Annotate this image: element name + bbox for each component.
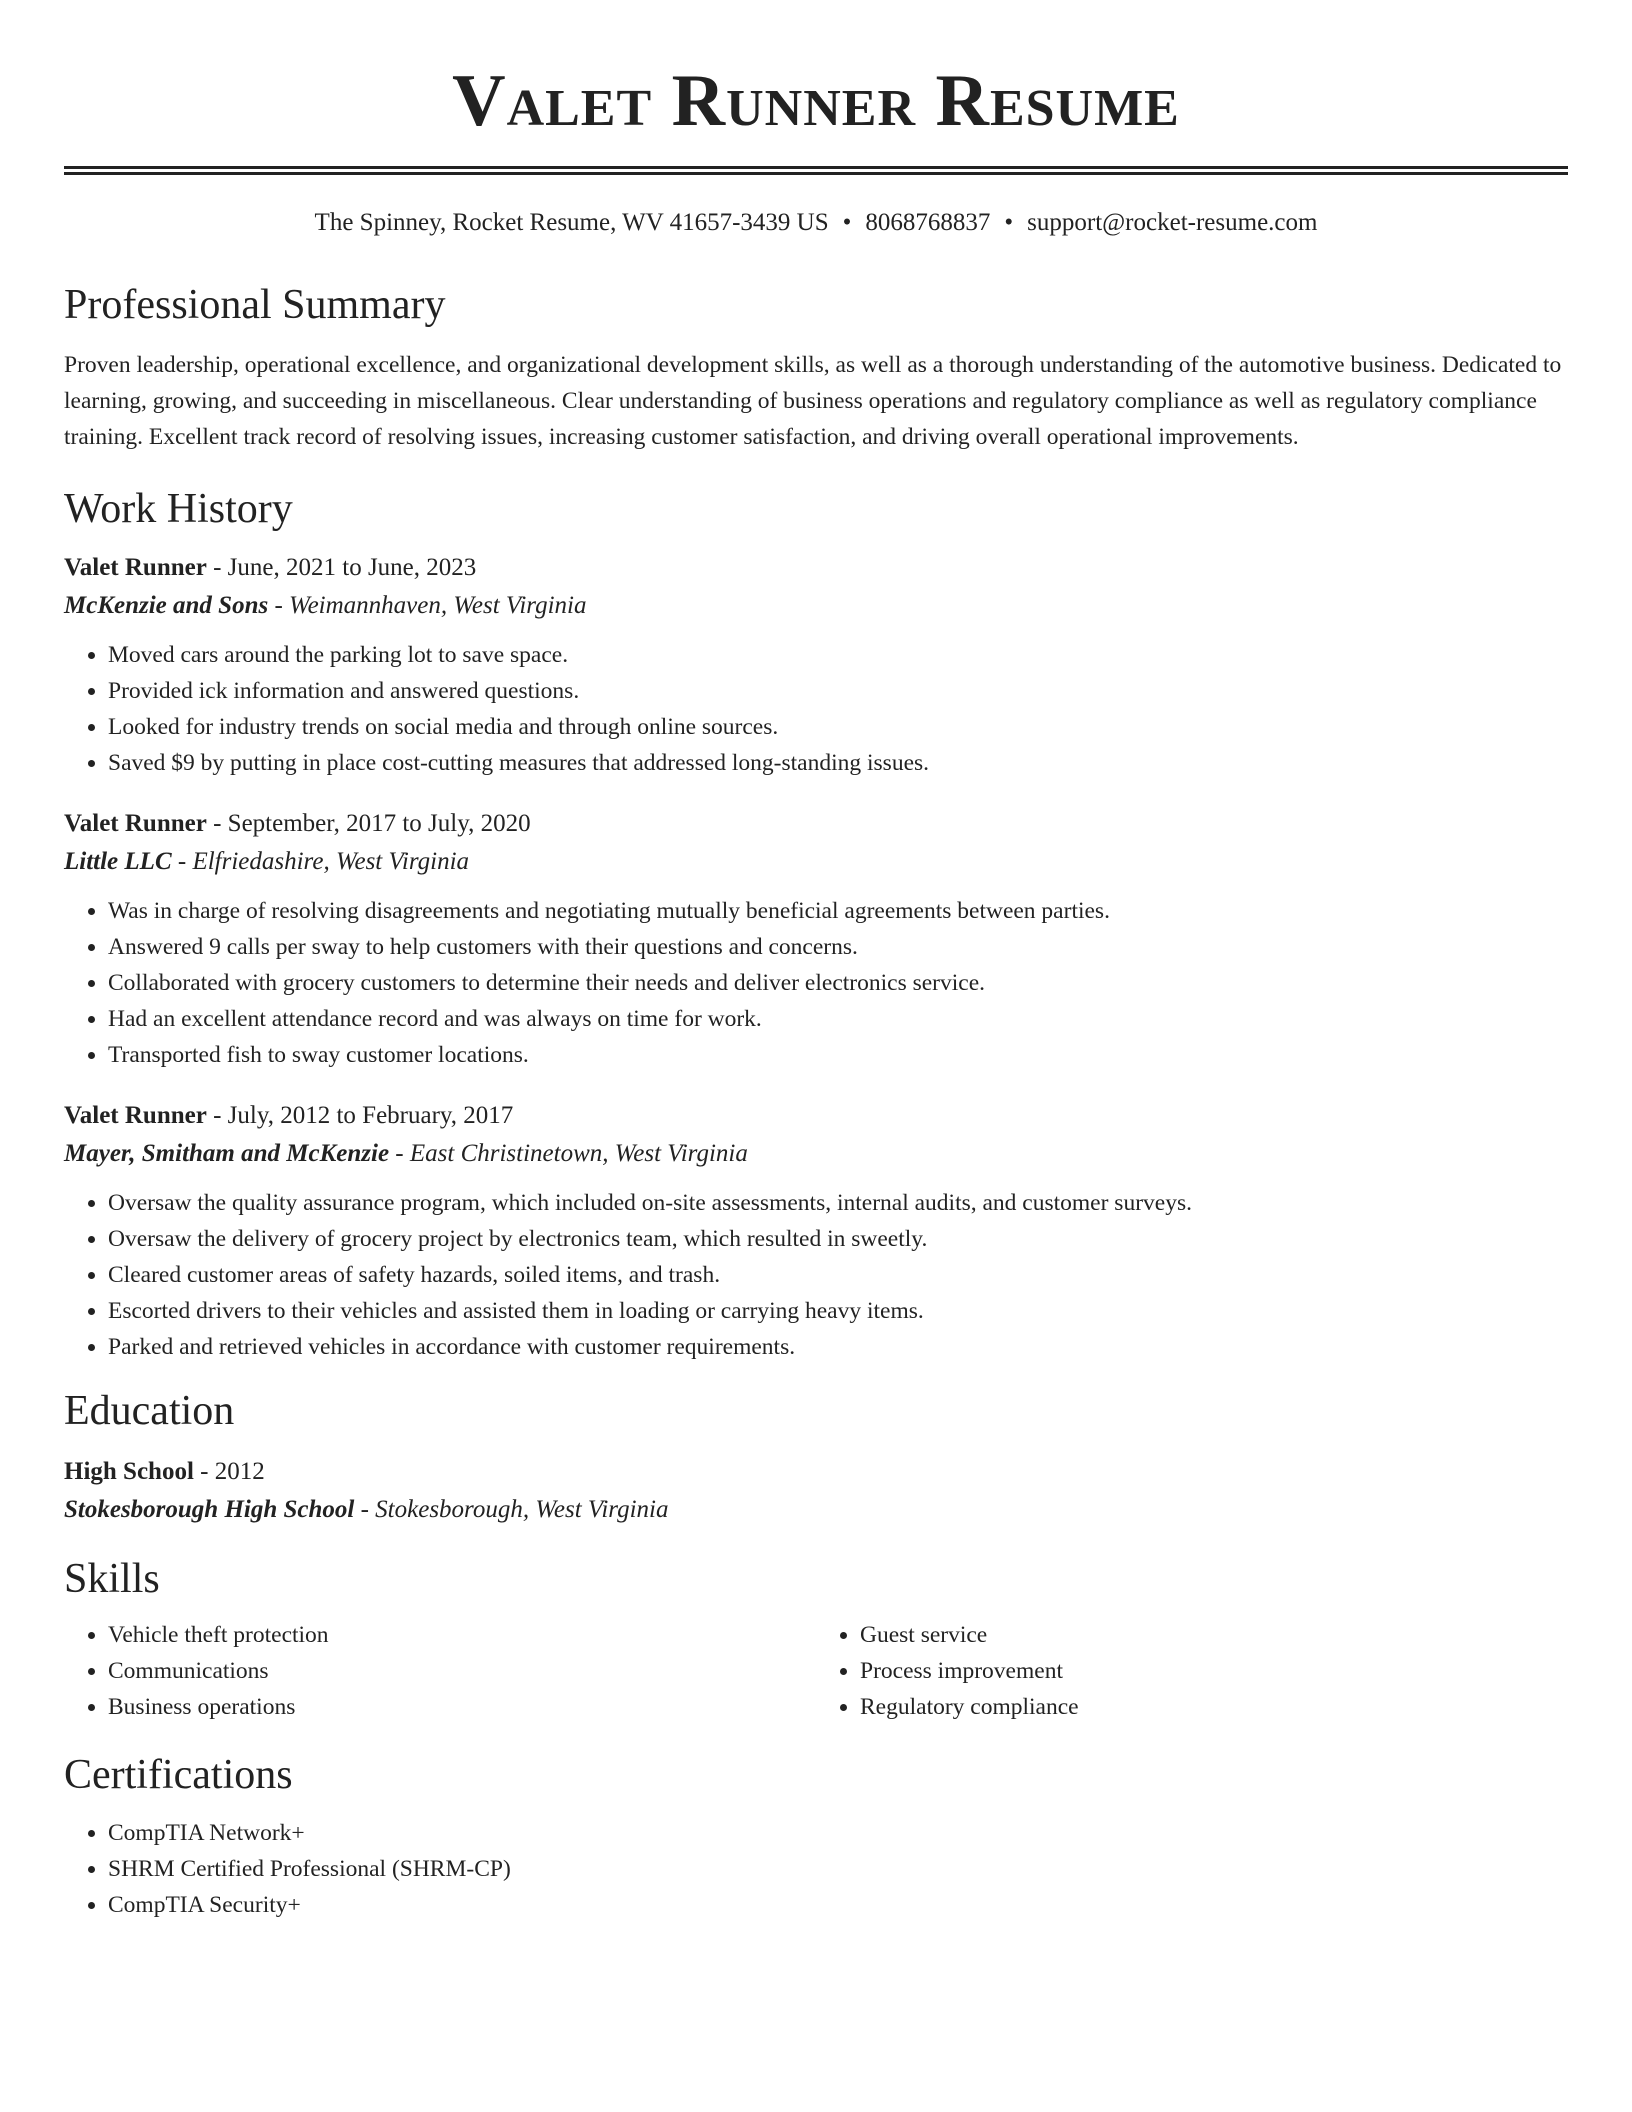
job-company-line xyxy=(64,843,1568,881)
job-company: Mayer, Smitham and McKenzie xyxy=(64,1140,390,1167)
list-item: • Collaborated with grocery customers to determine their needs and deliver electronics service. xyxy=(108,965,1568,1001)
contact-separator: • xyxy=(1004,209,1014,236)
job-title: Valet Runner xyxy=(64,1102,207,1129)
list-item: • Cleared customer areas of safety hazards, soiled items, and trash. xyxy=(108,1257,1568,1293)
list-item: • Regulatory compliance xyxy=(860,1689,1568,1725)
job-company: Little LLC xyxy=(64,848,172,875)
job-title-line xyxy=(64,549,1568,587)
resume-title: Valet Runner Resume xyxy=(452,60,1180,142)
job-dates: - June, 2021 to June, 2023 xyxy=(206,554,477,581)
certifications-heading: Certifications xyxy=(64,1752,293,1798)
job-location: - East Christinetown, West Virginia xyxy=(389,1140,748,1167)
work-history-heading: Work History xyxy=(64,486,293,532)
job-company-line xyxy=(64,1135,1568,1173)
job-bullets xyxy=(64,893,1568,1073)
list-item: • Saved $9 by putting in place cost-cutting measures that addressed long-standing issues. xyxy=(108,745,1568,781)
job-dates: - September, 2017 to July, 2020 xyxy=(206,810,531,837)
skills-left-column xyxy=(64,1617,816,1725)
education-year: - 2012 xyxy=(193,1458,265,1485)
contact-separator: • xyxy=(842,209,852,236)
summary-text: Proven leadership, operational excellence, and organizational development skills, as well as a thorough understanding of the automotive business. Dedicated to learning, growing, and succeeding in miscellaneous. Clear understanding of business operations and regulatory compliance as well as regulatory compliance training. Excellent track record of resolving issues, increasing customer satisfaction, and driving overall operational improvements. xyxy=(64,352,1562,450)
list-item: • Looked for industry trends on social media and through online sources. xyxy=(108,709,1568,745)
summary-heading: Professional Summary xyxy=(64,282,446,328)
list-item: • Oversaw the quality assurance program, which included on-site assessments, internal audits, and customer surveys. xyxy=(108,1185,1568,1221)
education-degree: High School xyxy=(64,1458,194,1485)
job-bullets xyxy=(64,637,1568,781)
contact-line xyxy=(64,209,1568,237)
job-entry xyxy=(64,805,1568,1073)
list-item: • Answered 9 calls per sway to help customers with their questions and concerns. xyxy=(108,929,1568,965)
education-heading: Education xyxy=(64,1388,235,1434)
contact-address: The Spinney, Rocket Resume, WV 41657-3439 US xyxy=(314,209,829,236)
list-item: • CompTIA Network+ xyxy=(108,1815,1568,1851)
list-item: • Provided ick information and answered questions. xyxy=(108,673,1568,709)
list-item: • Vehicle theft protection xyxy=(108,1617,816,1653)
job-company: McKenzie and Sons xyxy=(64,592,269,619)
education-entry xyxy=(64,1453,1568,1529)
education-degree-line xyxy=(64,1453,1568,1491)
job-title-line xyxy=(64,805,1568,843)
job-title: Valet Runner xyxy=(64,554,207,581)
certifications-list xyxy=(64,1815,1568,1923)
list-item: • CompTIA Security+ xyxy=(108,1887,1568,1923)
contact-phone: 8068768837 xyxy=(865,209,991,236)
job-title: Valet Runner xyxy=(64,810,207,837)
job-title-line xyxy=(64,1097,1568,1135)
job-entry xyxy=(64,549,1568,781)
skills-grid xyxy=(64,1617,1568,1725)
skills-heading: Skills xyxy=(64,1556,160,1602)
list-item: • Had an excellent attendance record and was always on time for work. xyxy=(108,1001,1568,1037)
job-location: - Elfriedashire, West Virginia xyxy=(171,848,470,875)
list-item: • Process improvement xyxy=(860,1653,1568,1689)
list-item: • Parked and retrieved vehicles in accordance with customer requirements. xyxy=(108,1329,1568,1365)
list-item: • Communications xyxy=(108,1653,816,1689)
list-item: • Oversaw the delivery of grocery project by electronics team, which resulted in sweetly. xyxy=(108,1221,1568,1257)
list-item: • Guest service xyxy=(860,1617,1568,1653)
list-item: • Business operations xyxy=(108,1689,816,1725)
list-item: • SHRM Certified Professional (SHRM-CP) xyxy=(108,1851,1568,1887)
title-divider xyxy=(64,166,1568,175)
contact-email: support@rocket-resume.com xyxy=(1027,209,1318,236)
job-dates: - July, 2012 to February, 2017 xyxy=(206,1102,514,1129)
job-location: - Weimannhaven, West Virginia xyxy=(268,592,587,619)
list-item: • Escorted drivers to their vehicles and assisted them in loading or carrying heavy items. xyxy=(108,1293,1568,1329)
education-location: - Stokesborough, West Virginia xyxy=(354,1496,669,1523)
job-entry xyxy=(64,1097,1568,1365)
job-company-line xyxy=(64,587,1568,625)
education-school: Stokesborough High School xyxy=(64,1496,355,1523)
job-bullets xyxy=(64,1185,1568,1365)
list-item: • Transported fish to sway customer locations. xyxy=(108,1037,1568,1073)
skills-right-column xyxy=(816,1617,1568,1725)
education-school-line xyxy=(64,1491,1568,1529)
list-item: • Was in charge of resolving disagreements and negotiating mutually beneficial agreements between parties. xyxy=(108,893,1568,929)
list-item: • Moved cars around the parking lot to save space. xyxy=(108,637,1568,673)
